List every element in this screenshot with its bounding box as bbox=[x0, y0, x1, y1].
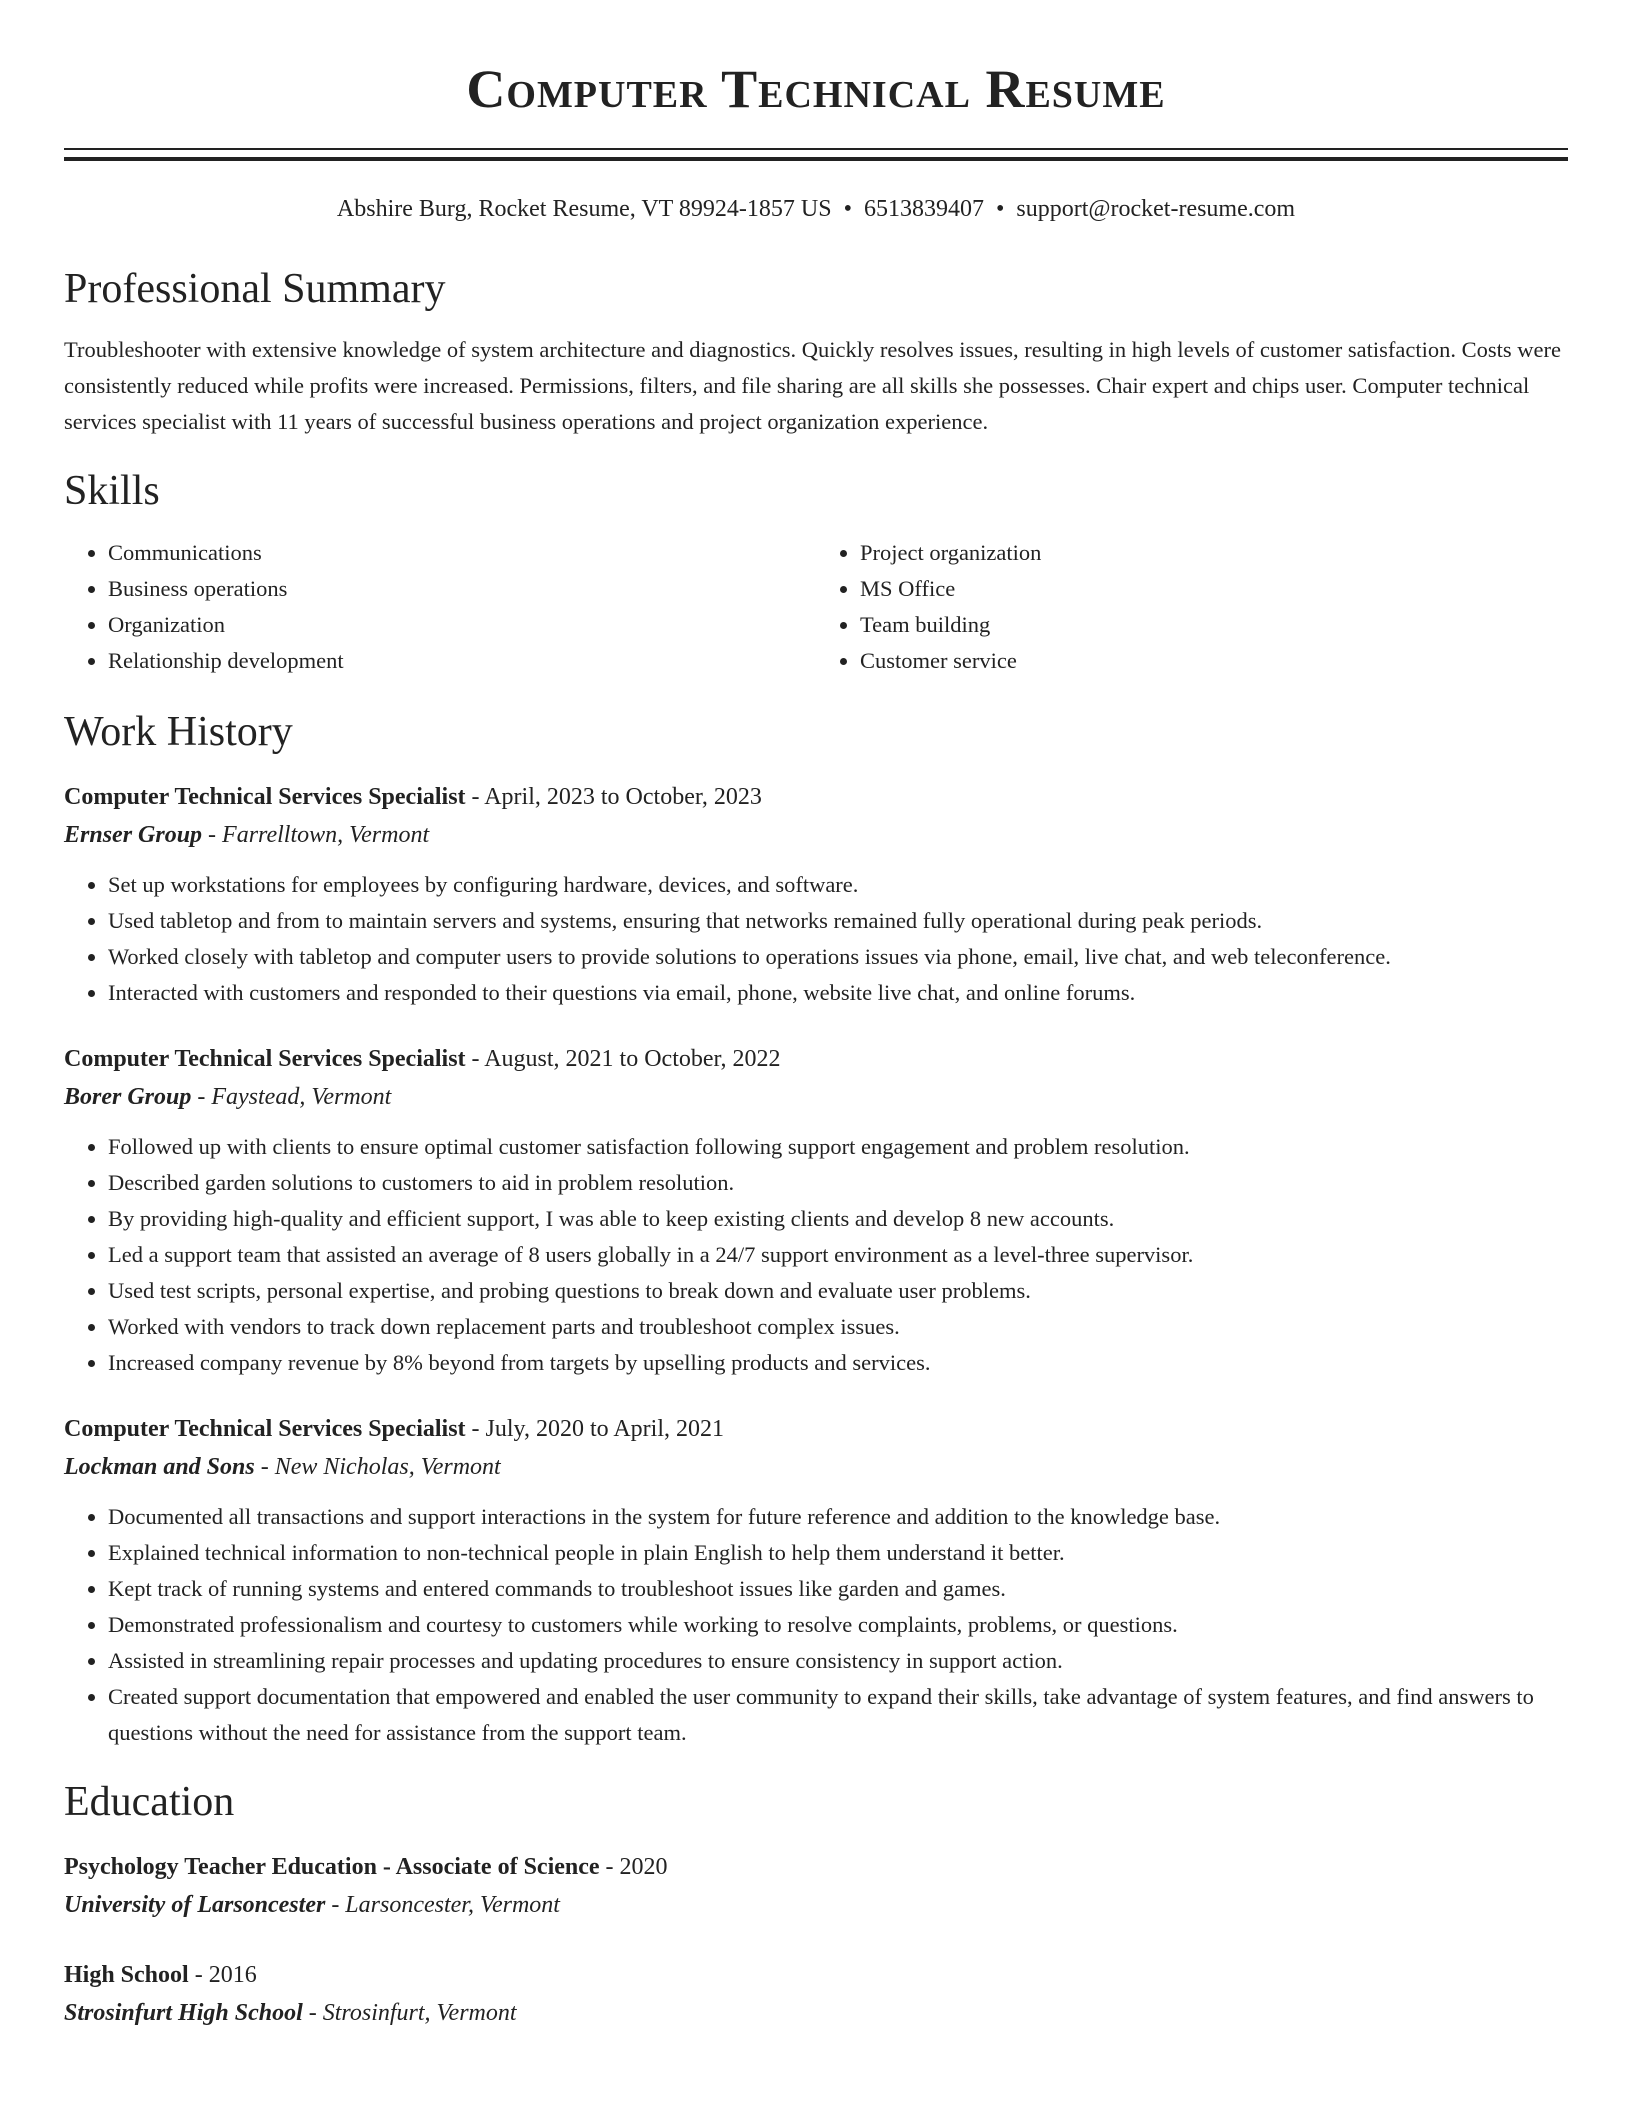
duty-item: • Described garden solutions to customers to aid in problem resolution. bbox=[108, 1165, 1568, 1201]
duty-item: • Followed up with clients to ensure optimal customer satisfaction following support engagement and problem resolution. bbox=[108, 1129, 1568, 1165]
title-divider-thin bbox=[64, 148, 1568, 150]
duty-item: • Led a support team that assisted an average of 8 users globally in a 24/7 support environment as a level-three supervisor. bbox=[108, 1237, 1568, 1273]
job-dates: - July, 2020 to April, 2021 bbox=[465, 1415, 724, 1442]
duty-item: • Assisted in streamlining repair processes and updating procedures to ensure consistency in support action. bbox=[108, 1643, 1568, 1679]
job-title-line bbox=[64, 1411, 1568, 1447]
education-heading: Education bbox=[64, 1778, 235, 1825]
school-line bbox=[64, 1995, 1568, 2031]
employer-line bbox=[64, 1449, 1568, 1485]
graduation-year: - 2016 bbox=[188, 1962, 257, 1989]
employer-name: Borer Group bbox=[64, 1083, 192, 1110]
duty-item: • Used test scripts, personal expertise, and probing questions to break down and evaluate user problems. bbox=[108, 1273, 1568, 1309]
duty-item: • Worked closely with tabletop and computer users to provide solutions to operations issues via phone, email, live chat, and web teleconference. bbox=[108, 939, 1568, 975]
duty-item: • By providing high-quality and efficient support, I was able to keep existing clients and develop 8 new accounts. bbox=[108, 1201, 1568, 1237]
skills-heading: Skills bbox=[64, 468, 160, 515]
duty-item: • Increased company revenue by 8% beyond from targets by upselling products and services. bbox=[108, 1345, 1568, 1381]
summary-section bbox=[64, 264, 1568, 440]
skills-list-left bbox=[64, 535, 816, 679]
work-history-heading: Work History bbox=[64, 708, 293, 755]
job-title: Computer Technical Services Specialist bbox=[64, 1045, 466, 1072]
summary-text: Troubleshooter with extensive knowledge of system architecture and diagnostics. Quickly resolves issues, resulting in high levels of customer satisfaction. Costs were consistently reduced while profits were increased. Permissions, filters, and file sharing are all skills she possesses. Chair expert and chips user. Computer technical services specialist with 11 years of successful business operations and project organization experience. bbox=[64, 337, 1561, 435]
duty-item: • Used tabletop and from to maintain servers and systems, ensuring that networks remained fully operational during peak periods. bbox=[108, 903, 1568, 939]
skills-columns bbox=[64, 535, 1568, 679]
job-duties bbox=[64, 1129, 1568, 1381]
job-title: Computer Technical Services Specialist bbox=[64, 783, 466, 810]
job-dates: - August, 2021 to October, 2022 bbox=[465, 1045, 781, 1072]
employer-location: - Farrelltown, Vermont bbox=[202, 821, 430, 848]
school-name: Strosinfurt High School bbox=[64, 2000, 303, 2027]
job-title: Computer Technical Services Specialist bbox=[64, 1415, 466, 1442]
skill-item: • MS Office bbox=[860, 571, 1568, 607]
skill-item: • Business operations bbox=[108, 571, 816, 607]
school-name: University of Larsoncester bbox=[64, 1892, 326, 1919]
duty-item: • Created support documentation that empowered and enabled the user community to expand their skills, take advantage of system features, and find answers to questions without the need for assistance from the support team. bbox=[108, 1679, 1568, 1751]
job-entry bbox=[64, 1041, 1568, 1381]
duty-item: • Demonstrated professionalism and courtesy to customers while working to resolve complaints, problems, or questions. bbox=[108, 1607, 1568, 1643]
education-section bbox=[64, 1777, 1568, 2031]
employer-location: - New Nicholas, Vermont bbox=[254, 1453, 501, 1480]
employer-name: Lockman and Sons bbox=[64, 1453, 255, 1480]
school-location: - Larsoncester, Vermont bbox=[325, 1892, 560, 1919]
skills-list-right bbox=[816, 535, 1568, 679]
degree-name: Psychology Teacher Education - Associate of Science bbox=[64, 1854, 600, 1881]
education-entry bbox=[64, 1957, 1568, 2031]
contact-phone: 6513839407 bbox=[863, 196, 984, 222]
skill-item: • Communications bbox=[108, 535, 816, 571]
work-history-section bbox=[64, 707, 1568, 1751]
duty-item: • Interacted with customers and responded to their questions via email, phone, website live chat, and online forums. bbox=[108, 975, 1568, 1011]
duty-item: • Explained technical information to non-technical people in plain English to help them understand it better. bbox=[108, 1535, 1568, 1571]
skill-item: • Organization bbox=[108, 607, 816, 643]
degree-line bbox=[64, 1957, 1568, 1993]
employer-location: - Faystead, Vermont bbox=[191, 1083, 392, 1110]
job-dates: - April, 2023 to October, 2023 bbox=[465, 783, 762, 810]
contact-separator: • bbox=[843, 196, 852, 222]
resume-title: Computer Technical Resume bbox=[466, 59, 1166, 119]
job-entry bbox=[64, 779, 1568, 1011]
duty-item: • Worked with vendors to track down replacement parts and troubleshoot complex issues. bbox=[108, 1309, 1568, 1345]
job-duties bbox=[64, 867, 1568, 1011]
skills-section bbox=[64, 466, 1568, 678]
skill-item: • Team building bbox=[860, 607, 1568, 643]
contact-line bbox=[64, 195, 1568, 224]
degree-line bbox=[64, 1849, 1568, 1885]
skill-item: • Customer service bbox=[860, 643, 1568, 679]
skill-item: • Relationship development bbox=[108, 643, 816, 679]
education-entry bbox=[64, 1849, 1568, 1923]
contact-separator: • bbox=[995, 196, 1005, 222]
title-divider-thick bbox=[64, 157, 1568, 161]
employer-line bbox=[64, 817, 1568, 853]
job-entry bbox=[64, 1411, 1568, 1751]
skill-item: • Project organization bbox=[860, 535, 1568, 571]
degree-name: High School bbox=[64, 1962, 189, 1989]
school-location: - Strosinfurt, Vermont bbox=[302, 2000, 517, 2027]
duty-item: • Kept track of running systems and entered commands to troubleshoot issues like garden and games. bbox=[108, 1571, 1568, 1607]
school-line bbox=[64, 1887, 1568, 1923]
job-duties bbox=[64, 1499, 1568, 1751]
job-title-line bbox=[64, 779, 1568, 815]
contact-email: support@rocket-resume.com bbox=[1016, 196, 1296, 222]
job-title-line bbox=[64, 1041, 1568, 1077]
contact-address: Abshire Burg, Rocket Resume, VT 89924-1857 US bbox=[336, 196, 832, 222]
duty-item: • Set up workstations for employees by configuring hardware, devices, and software. bbox=[108, 867, 1568, 903]
summary-heading: Professional Summary bbox=[64, 265, 446, 312]
graduation-year: - 2020 bbox=[599, 1854, 668, 1881]
employer-name: Ernser Group bbox=[64, 821, 203, 848]
employer-line bbox=[64, 1079, 1568, 1115]
duty-item: • Documented all transactions and support interactions in the system for future reference and addition to the knowledge base. bbox=[108, 1499, 1568, 1535]
